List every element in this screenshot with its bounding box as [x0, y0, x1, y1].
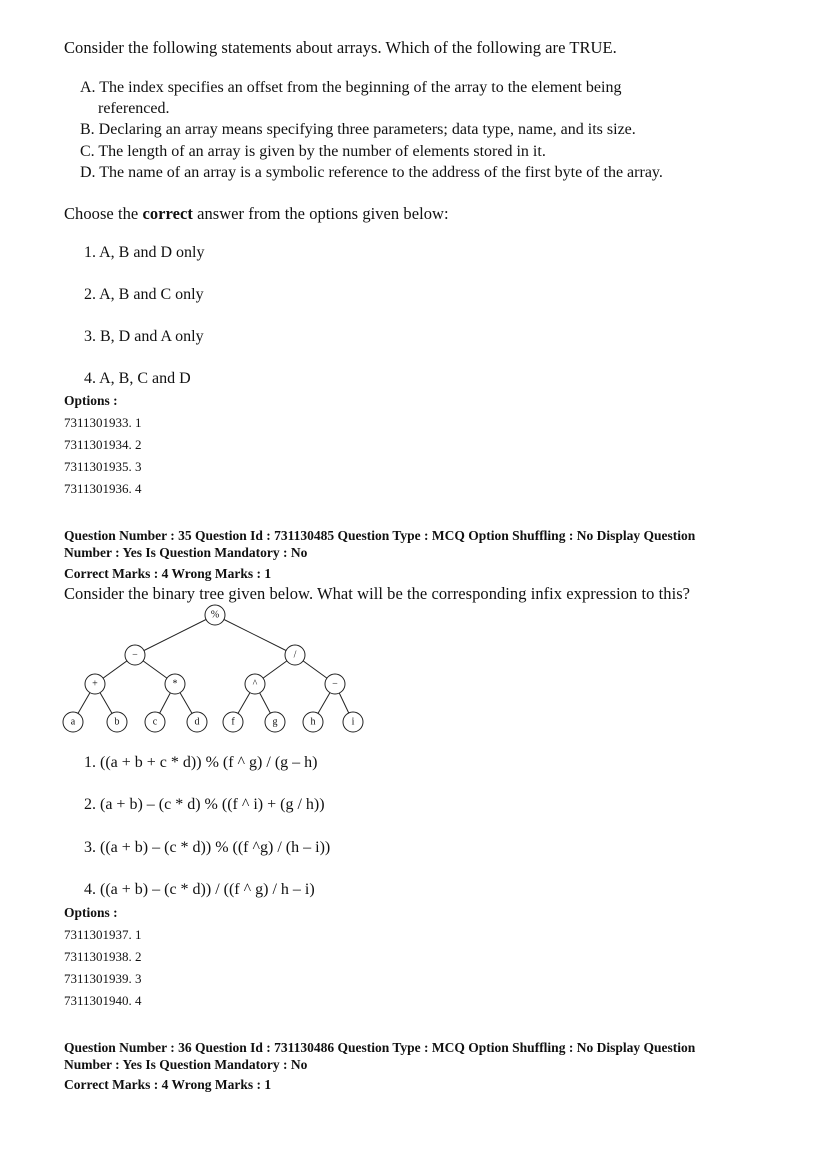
q34-option-1: 7311301933. 1 — [64, 415, 142, 430]
q36-header-line2: Number : Yes Is Question Mandatory : No — [64, 1057, 308, 1072]
q35-header-line1: Question Number : 35 Question Id : 731130485 Question Type : MCQ Option Shuffling : No Display Question — [64, 528, 696, 543]
q35-marks: Correct Marks : 4 Wrong Marks : 1 — [64, 566, 272, 581]
q34-choice-1: 1. A, B and D only — [84, 244, 205, 261]
q34-statement-a-cont: referenced. — [98, 100, 170, 117]
q34-statement-a: A. The index specifies an offset from the beginning of the array to the element being — [80, 79, 622, 96]
q35-option-3: 7311301939. 3 — [64, 971, 142, 986]
q34-choice-4: 4. A, B, C and D — [84, 370, 191, 387]
q36-header-line1: Question Number : 36 Question Id : 731130486 Question Type : MCQ Option Shuffling : No Display Question — [64, 1040, 696, 1055]
q34-statement-d: D. The name of an array is a symbolic reference to the address of the first byte of the array. — [80, 164, 663, 181]
instruction-bold: correct — [142, 204, 193, 223]
q35-option-4: 7311301940. 4 — [64, 993, 142, 1008]
q35-choice-1: 1. ((a + b + c * d)) % (f ^ g) / (g – h) — [84, 754, 318, 771]
tree-label-leaf-3: c — [152, 716, 158, 728]
q35-choice-3: 3. ((a + b) – (c * d)) % ((f ^g) / (h – i)) — [84, 839, 331, 856]
tree-label-leaf-7: h — [310, 716, 316, 728]
q36-marks: Correct Marks : 4 Wrong Marks : 1 — [64, 1077, 272, 1092]
q35-option-2: 7311301938. 2 — [64, 949, 142, 964]
q34-option-3: 7311301935. 3 — [64, 459, 142, 474]
q35-options-label: Options : — [64, 905, 118, 920]
q35-option-1: 7311301937. 1 — [64, 927, 142, 942]
tree-label-root: % — [210, 609, 220, 621]
tree-label-l1-left: − — [132, 649, 138, 661]
tree-label-l2-3: ^ — [252, 678, 258, 690]
instruction-prefix: Choose the — [64, 204, 143, 223]
q35-header-line2: Number : Yes Is Question Mandatory : No — [64, 545, 308, 560]
tree-label-l1-right: / — [293, 649, 297, 661]
q34-statement-c: C. The length of an array is given by the number of elements stored in it. — [80, 143, 546, 160]
instruction-suffix: answer from the options given below: — [192, 204, 449, 223]
q35-stem: Consider the binary tree given below. What will be the corresponding infix expression to this? — [64, 584, 691, 603]
q34-instruction — [64, 204, 449, 224]
tree-label-l2-4: − — [332, 678, 338, 690]
q35-choice-4: 4. ((a + b) – (c * d)) / ((f ^ g) / h – i) — [84, 881, 315, 898]
q34-option-2: 7311301934. 2 — [64, 437, 142, 452]
tree-label-leaf-2: b — [114, 716, 120, 728]
q35-choice-2: 2. (a + b) – (c * d) % ((f ^ i) + (g / h)) — [84, 796, 325, 813]
tree-label-leaf-6: g — [272, 716, 278, 728]
tree-label-l2-2: * — [172, 678, 178, 690]
tree-label-leaf-1: a — [70, 716, 76, 728]
binary-tree-diagram — [55, 600, 375, 742]
tree-label-leaf-4: d — [194, 716, 200, 728]
q34-stem: Consider the following statements about arrays. Which of the following are TRUE. — [64, 38, 617, 57]
q34-choice-3: 3. B, D and A only — [84, 328, 204, 345]
q34-choice-2: 2. A, B and C only — [84, 286, 204, 303]
tree-label-leaf-5: f — [231, 716, 235, 728]
tree-label-leaf-8: i — [351, 716, 355, 728]
q34-statement-b: B. Declaring an array means specifying three parameters; data type, name, and its size. — [80, 121, 636, 138]
q34-option-4: 7311301936. 4 — [64, 481, 142, 496]
tree-label-l2-1: + — [92, 678, 98, 690]
q34-options-label: Options : — [64, 393, 118, 408]
